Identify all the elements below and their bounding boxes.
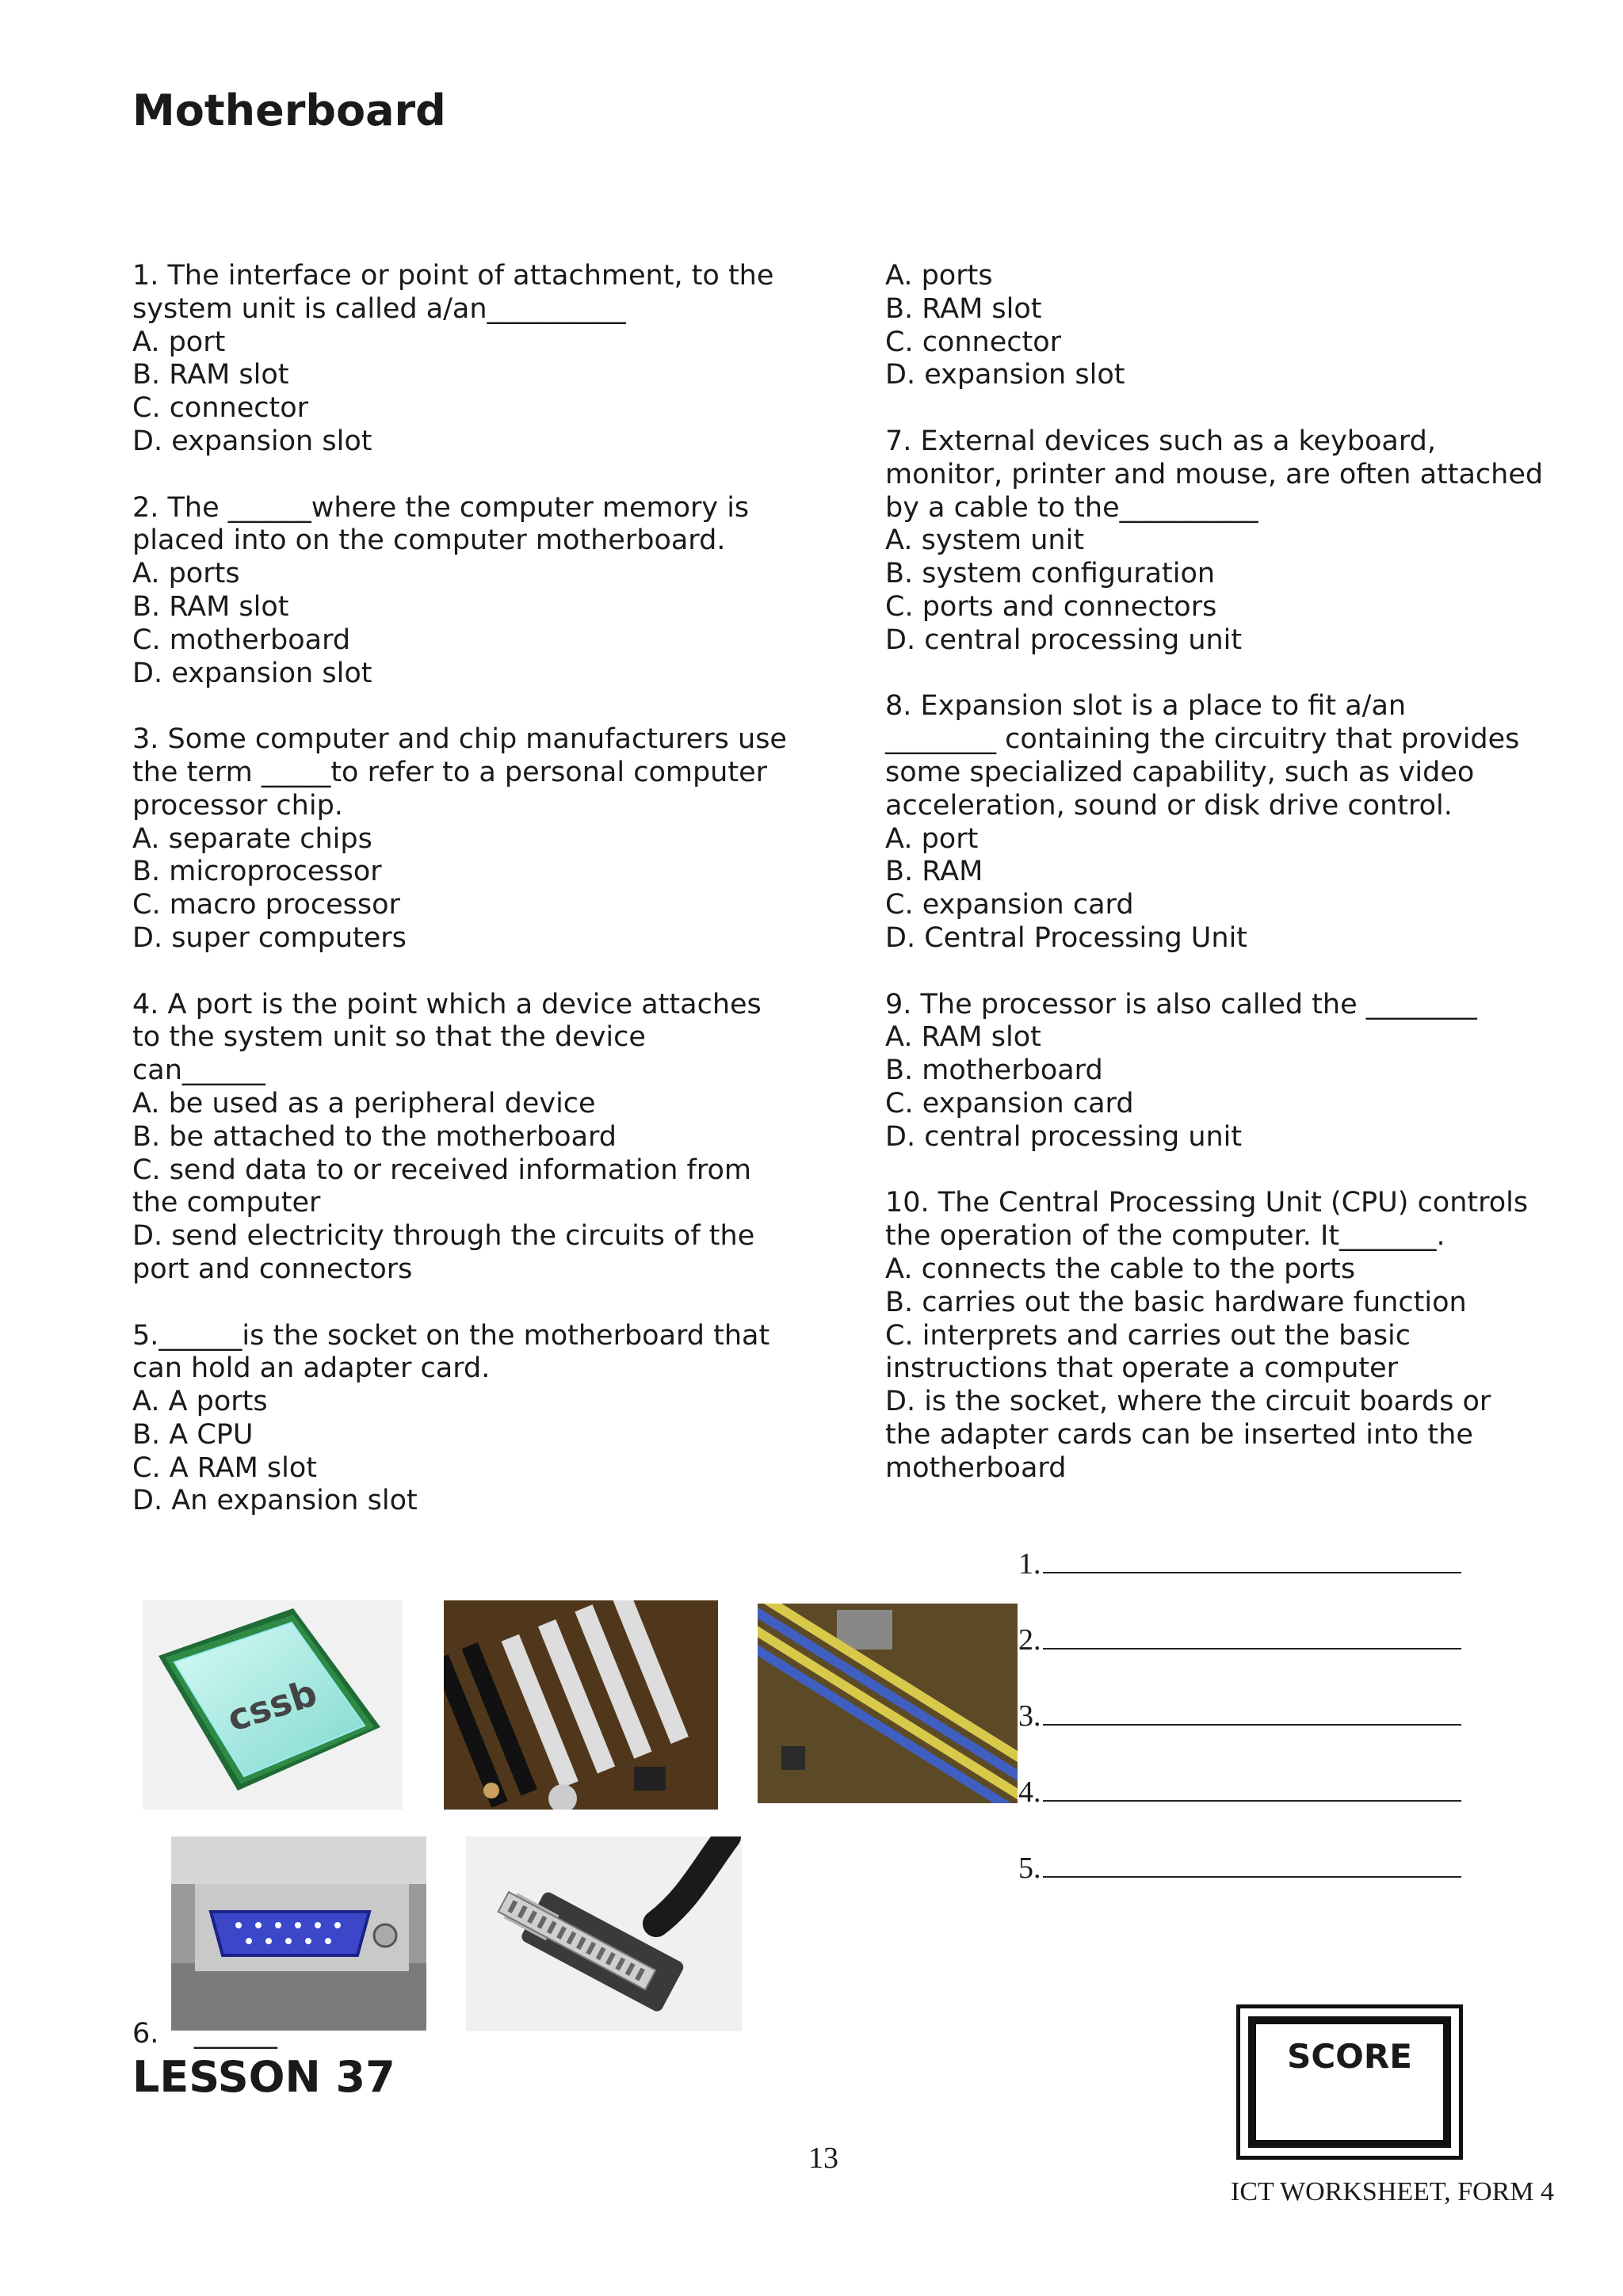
answer-option[interactable]: A. ports [132, 558, 240, 590]
answer-option[interactable]: B. RAM slot [132, 359, 289, 391]
answer-option[interactable]: B. be attached to the motherboard [132, 1120, 617, 1153]
answer-option[interactable]: C. A RAM slot [132, 1451, 318, 1484]
answer-option[interactable]: B. system configuration [885, 558, 1216, 590]
answer-line-2[interactable]: 2. [1018, 1621, 1461, 1657]
question-stem: 1. The interface or point of attachment, to the system unit is called a/an__________ [132, 260, 774, 325]
question-3 [132, 723, 877, 955]
question-5 [132, 1320, 877, 1519]
score-label: SCORE [1287, 2037, 1412, 2076]
answer-line-4[interactable]: 4. [1018, 1773, 1461, 1810]
score-inner-frame [1248, 2016, 1451, 2148]
questions-right-column [885, 260, 1567, 1518]
answer-line-3[interactable]: 3. [1018, 1697, 1461, 1733]
question-2 [132, 492, 877, 691]
answer-option[interactable]: B. RAM slot [132, 590, 289, 623]
answer-option[interactable]: C. connector [885, 326, 1062, 358]
footer-text: ICT WORKSHEET, FORM 4 [1231, 2177, 1555, 2206]
answer-option[interactable]: C. ports and connectors [885, 590, 1217, 623]
answer-option[interactable]: D. An expansion slot [132, 1485, 418, 1517]
question-10 [885, 1187, 1567, 1485]
answer-option[interactable]: C. connector [132, 392, 309, 425]
answer-option[interactable]: D. expansion slot [885, 359, 1125, 391]
answer-option[interactable]: B. microprocessor [132, 856, 382, 888]
answer-option[interactable]: B. carries out the basic hardware function [885, 1286, 1467, 1318]
serial-port-image [171, 1836, 426, 2031]
answer-option[interactable]: B. RAM [885, 856, 983, 888]
expansion-slots-image [444, 1600, 718, 1810]
answer-line-1[interactable]: 1. [1018, 1545, 1461, 1581]
answer-option[interactable]: C. send data to or received information from the computer [132, 1154, 751, 1219]
answer-option[interactable]: D. send electricity through the circuits of the port and connectors [132, 1220, 755, 1285]
question-1 [132, 260, 877, 459]
answer-option[interactable]: A. port [132, 326, 226, 358]
ram-slots-image [758, 1604, 1018, 1803]
lesson-label: LESSON 37 [132, 2052, 395, 2102]
page-number: 13 [808, 2142, 838, 2175]
answer-option[interactable]: B. A CPU [132, 1418, 254, 1451]
answer-option[interactable]: D. is the socket, where the circuit boards or the adapter cards can be inserted into the motherboard [885, 1386, 1491, 1484]
question-8 [885, 690, 1567, 955]
questions-left-column [132, 260, 877, 1551]
chip-label: cssb [222, 1671, 323, 1741]
answer-line-5[interactable]: 5. [1018, 1849, 1461, 1886]
answer-option[interactable]: C. motherboard [132, 624, 351, 656]
answer-option[interactable]: D. central processing unit [885, 1120, 1243, 1153]
answer-option[interactable]: A. A ports [132, 1386, 268, 1418]
question-stem: 5.______is the socket on the motherboard that can hold an adapter card. [132, 1319, 770, 1385]
answer-option[interactable]: A. separate chips [132, 822, 372, 855]
question-9 [885, 989, 1567, 1154]
answer-option[interactable]: D. super computers [132, 921, 407, 954]
answer-option[interactable]: C. expansion card [885, 889, 1134, 921]
answer-option[interactable]: A. port [885, 822, 979, 855]
page-title: Motherboard [132, 86, 446, 135]
answer-option[interactable]: B. motherboard [885, 1055, 1103, 1087]
answer-option[interactable]: B. RAM slot [885, 292, 1042, 325]
answer-option[interactable]: C. interprets and carries out the basic instructions that operate a computer [885, 1319, 1411, 1385]
question-stem: 7. External devices such as a keyboard, monitor, printer and mouse, are often attached by a cable to the__________ [885, 425, 1544, 524]
answer-option[interactable]: C. expansion card [885, 1087, 1134, 1119]
answer-option[interactable]: A. system unit [885, 524, 1085, 557]
answer-option[interactable]: A. connects the cable to the ports [885, 1253, 1356, 1285]
answer-option[interactable]: A. be used as a peripheral device [132, 1087, 596, 1119]
question-stem: 2. The ______where the computer memory is placed into on the computer motherboard. [132, 491, 750, 557]
question-stem: 3. Some computer and chip manufacturers use the term _____to refer to a personal computer processor chip. [132, 723, 787, 822]
answer-option[interactable]: D. central processing unit [885, 624, 1243, 656]
question-stem: 8. Expansion slot is a place to fit a/an ________ containing the circuitry that provides some specialized capability, such as video acceleration, sound or disk drive control. [885, 690, 1520, 822]
answer-option[interactable]: D. expansion slot [132, 657, 372, 689]
question-stem: 9. The processor is also called the ________ [885, 988, 1477, 1020]
answer-option[interactable]: D. expansion slot [132, 425, 372, 457]
answer-option[interactable]: C. macro processor [132, 889, 400, 921]
answer-option[interactable]: A. ports [885, 260, 993, 292]
answer-option[interactable]: A. RAM slot [885, 1021, 1041, 1054]
question-stem: 10. The Central Processing Unit (CPU) controls the operation of the computer. It_______. [885, 1187, 1529, 1253]
answer-option[interactable]: D. Central Processing Unit [885, 921, 1248, 954]
parallel-connector-image [466, 1836, 742, 2031]
question-6-fragment: 6. ______ [132, 2018, 313, 2050]
question-stem: 4. A port is the point which a device attaches to the system unit so that the device can______ [132, 988, 762, 1087]
score-box [1236, 2004, 1463, 2160]
question-7 [885, 425, 1567, 658]
cpu-chip-image [143, 1600, 403, 1810]
question-4 [132, 989, 877, 1287]
question-6 [885, 260, 1567, 392]
